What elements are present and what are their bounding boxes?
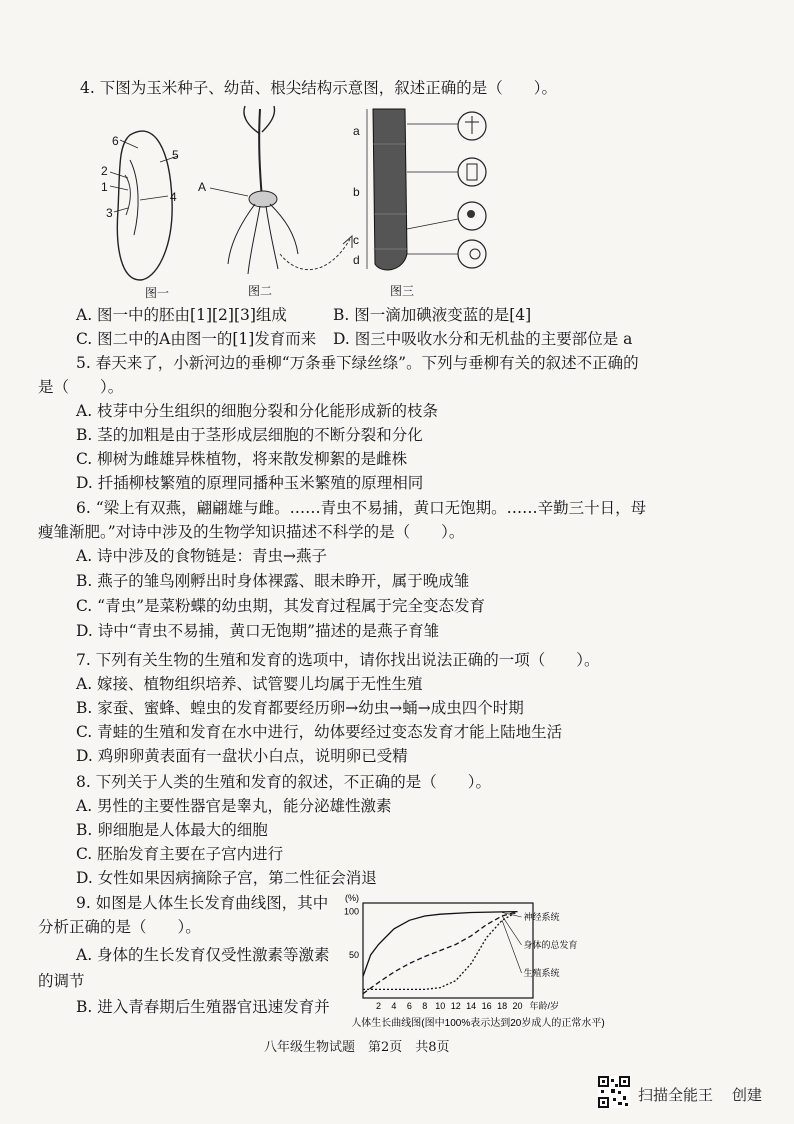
q5-option-b: B. 茎的加粗是由于茎形成层细胞的不断分裂和分化 <box>76 426 423 444</box>
fig3-label-c: c <box>353 233 359 247</box>
x-tick-label: 18 <box>497 1001 508 1011</box>
q5-option-d: D. 扦插柳枝繁殖的原理同播种玉米繁殖的原理相同 <box>76 474 424 492</box>
y-tick-label: 50 <box>348 949 359 960</box>
fig3-label-d: d <box>353 253 360 267</box>
q4-option-d: D. 图三中吸收水分和无机盐的主要部位是 a <box>333 330 633 348</box>
q4-option-a: A. 图一中的胚由[1][2][3]组成 <box>76 306 287 324</box>
chart-title: 人体生长曲线图(图中100%表示达到20岁成人的正常水平) <box>351 1018 605 1029</box>
x-tick-label: 20 <box>512 1001 523 1011</box>
q7-option-c: C. 青蛙的生殖和发育在水中进行，幼体要经过变态发育才能上陆地生活 <box>76 723 563 741</box>
scanner-brand: 扫描全能王 <box>638 1087 714 1104</box>
q9-stem-line1: 9. 如图是人体生长发育曲线图，其中 <box>76 894 329 912</box>
q6-option-b: B. 燕子的雏鸟刚孵出时身体裸露、眼未睁开，属于晚成雏 <box>76 572 470 590</box>
q5-stem-line2: 是（ ）。 <box>38 378 124 396</box>
q7-stem: 7. 下列有关生物的生殖和发育的选项中，请你找出说法正确的一项（ ）。 <box>76 651 600 669</box>
x-tick-label: 8 <box>422 1001 428 1011</box>
fig1-label-2: 2 <box>101 164 108 178</box>
fig3-label-a: a <box>353 124 360 138</box>
q7-option-b: B. 家蚕、蜜蜂、蝗虫的发育都要经历卵→幼虫→蛹→成虫四个时期 <box>76 699 524 717</box>
fig1-label-5: 5 <box>172 148 179 162</box>
series-line-1 <box>363 912 518 977</box>
q9-option-a-line2: 的调节 <box>38 972 85 990</box>
x-tick-label: 4 <box>391 1001 397 1011</box>
q8-stem: 8. 下列关于人类的生殖和发育的叙述，不正确的是（ ）。 <box>76 773 491 791</box>
fig1-label-6: 6 <box>112 134 119 148</box>
x-tick-label: 14 <box>466 1001 477 1011</box>
fig1-label-4: 4 <box>170 190 177 204</box>
q8-option-b: B. 卵细胞是人体最大的细胞 <box>76 821 268 839</box>
q6-option-a: A. 诗中涉及的食物链是：青虫→燕子 <box>76 547 328 565</box>
q6-option-d: D. 诗中“青虫不易捕，黄口无饱期”描述的是燕子育雏 <box>76 622 440 640</box>
series-label: 生殖系统 <box>523 968 560 978</box>
series-leader <box>502 916 521 945</box>
x-tick-label: 16 <box>481 1001 492 1011</box>
q8-option-a: A. 男性的主要性器官是睾丸，能分泌雄性激素 <box>76 797 392 815</box>
q4-option-b: B. 图一滴加碘液变蓝的是[4] <box>333 306 532 324</box>
q5-stem-line1: 5. 春天来了，小新河边的垂柳“万条垂下绿丝绦”。下列与垂柳有关的叙述不正确的 <box>76 354 639 372</box>
fig1-caption: 图一 <box>145 286 170 300</box>
scanner-suffix: 创建 <box>732 1087 763 1104</box>
x-tick-label: 2 <box>375 1001 381 1011</box>
q6-option-c: C. “青虫”是菜粉蝶的幼虫期，其发育过程属于完全变态发育 <box>76 597 486 615</box>
q4-stem: 4. 下图为玉米种子、幼苗、根尖结构示意图，叙述正确的是（ ）。 <box>80 79 557 97</box>
q9-option-a-line1: A. 身体的生长发育仅受性激素等激素 <box>76 946 330 964</box>
q9-option-b-line1: B. 进入青春期后生殖器官迅速发育并 <box>76 998 330 1016</box>
series-leader <box>502 920 521 973</box>
q6-stem-line1: 6. “梁上有双燕，翩翩雄与雌。……青虫不易捕，黄口无饱期。……辛勤三十日，母 <box>76 499 647 517</box>
series-line-2 <box>363 912 518 994</box>
y-tick-label: 100 <box>343 906 359 917</box>
fig2-label-A: A <box>198 180 207 194</box>
q9-stem-line2: 分析正确的是（ ）。 <box>38 918 201 936</box>
page-footer: 八年级生物试题 第2页 共8页 <box>264 1040 450 1055</box>
fig3-label-b: b <box>353 185 360 199</box>
q5-option-c: C. 柳树为雌雄异株植物，将来散发柳絮的是雌株 <box>76 450 408 468</box>
fig3-caption: 图三 <box>390 284 415 298</box>
q7-option-a: A. 嫁接、植物组织培养、试管婴儿均属于无性生殖 <box>76 675 423 693</box>
q8-option-d: D. 女性如果因病摘除子宫，第二性征会消退 <box>76 869 377 887</box>
series-label: 身体的总发育 <box>523 940 578 950</box>
fig1-label-3: 3 <box>106 206 113 220</box>
root-tip-figure <box>345 104 500 279</box>
series-label: 神经系统 <box>523 912 560 922</box>
q5-option-a: A. 枝芽中分生组织的细胞分裂和分化能形成新的枝条 <box>76 402 439 420</box>
x-tick-label: 10 <box>435 1001 446 1011</box>
chart-ylabel: (%) <box>345 893 359 903</box>
x-tick-label: 6 <box>406 1001 412 1011</box>
q4-option-c: C. 图二中的A由图一的[1]发育而来 <box>76 330 317 348</box>
q8-option-c: C. 胚胎发育主要在子宫内进行 <box>76 845 284 863</box>
q7-option-d: D. 鸡卵卵黄表面有一盘状小白点，说明卵已受精 <box>76 747 408 765</box>
chart-xlabel: 年龄/岁 <box>529 1001 560 1011</box>
qr-code-icon <box>598 1076 630 1108</box>
fig2-caption: 图二 <box>248 284 273 298</box>
x-tick-label: 12 <box>450 1001 461 1011</box>
growth-curve-chart <box>335 893 635 1028</box>
fig1-label-1: 1 <box>101 180 108 194</box>
q6-stem-line2: 瘦雏渐肥。”对诗中涉及的生物学知识描述不科学的是（ ）。 <box>38 523 465 541</box>
